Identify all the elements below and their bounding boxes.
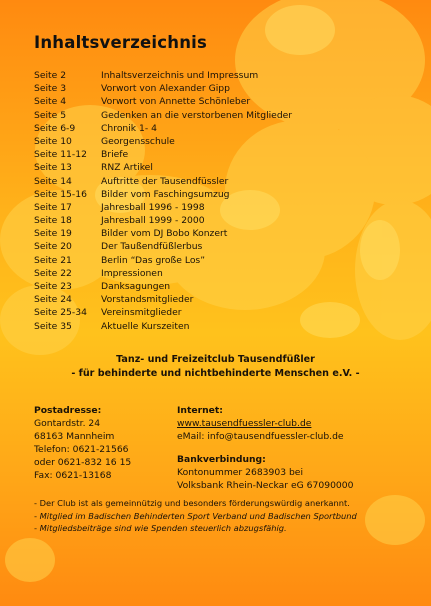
toc-row [34,267,394,280]
account-line: Kontonummer 2683903 bei [177,467,304,478]
toc-page-number: Seite 2 [34,70,67,81]
toc-entry-title: RNZ Artikel [101,162,153,174]
phone-line: Telefon: 0621-21566 [34,444,129,455]
toc-row [34,293,394,306]
toc-row [34,254,394,267]
toc-row [34,135,394,148]
toc-entry-title: Vorwort von Annette Schönleber [101,96,251,108]
toc-page-number: Seite 3 [34,83,67,95]
toc-entry-title: Berlin “Das große Los” [101,254,205,266]
bank-line: Volksbank Rhein-Neckar eG 67090000 [177,480,354,491]
toc-page-number: Seite 5 [34,109,67,121]
toc-entry-title: Aktuelle Kurszeiten [101,320,190,332]
toc-entry-title: Briefe [101,149,129,161]
postal-address-block [34,404,131,482]
toc-row [34,148,394,161]
toc-row [34,280,394,293]
toc-row [34,240,394,253]
toc-row [34,227,394,240]
note-tax-deductible: - Mitgliedsbeiträge sind wie Spenden steuerlich abzugsfähig. [34,523,287,534]
website-link[interactable]: www.tausendfuessler-club.de [177,418,312,429]
toc-row [34,320,394,333]
toc-row [34,201,394,214]
toc-page-number: Seite 14 [34,175,72,187]
toc-page-number: Seite 17 [34,201,72,213]
toc-page-number: Seite 23 [34,281,72,292]
toc-entry-title: Impressionen [101,267,163,279]
club-heading [0,353,431,381]
toc-row [34,109,394,122]
toc-page-number: Seite 10 [34,135,72,147]
toc-row [34,161,394,174]
note-membership: - Mitglied im Badischen Behinderten Sport Verband und Badischen Sportbund [34,510,357,521]
toc-row [34,175,394,188]
toc-row [34,188,394,201]
toc-row [34,82,394,95]
postal-address-label: Postadresse: [34,405,102,416]
spacer [177,443,353,453]
toc-row [34,69,394,82]
club-name: Tanz- und Freizeitclub Tausendfüßler [116,354,315,365]
club-subtitle: - für behinderte und nichtbehinderte Menschen e.V. - [71,368,360,379]
toc-page-number: Seite 18 [34,215,72,227]
toc-entry-title: Vereinsmitglieder [101,307,182,319]
toc-entry-title: Jahresball 1999 - 2000 [101,215,205,227]
toc-page-number: Seite 13 [34,162,72,174]
toc-entry-title: Inhaltsverzeichnis und Impressum [101,70,259,81]
city-line: 68163 Mannheim [34,431,115,442]
toc-page-number: Seite 21 [34,254,72,266]
toc-entry-title: Vorstandsmitglieder [101,294,194,306]
toc-entry-title: Gedenken an die verstorbenen Mitglieder [101,109,293,121]
toc-entry-title: Der Taußendfüßlerbus [101,241,203,253]
toc-entry-title: Danksagungen [101,281,171,292]
toc-page-number: Seite 35 [34,320,72,332]
bank-label: Bankverbindung: [177,454,266,465]
toc-page-number: Seite 15-16 [34,188,87,200]
club-notes [34,497,414,535]
toc-page-number: Seite 24 [34,294,72,306]
note-nonprofit: - Der Club ist als gemeinnützig und besonders förderungswürdig anerkannt. [34,498,350,508]
toc-page-number: Seite 11-12 [34,149,87,161]
fax-line: Fax: 0621-13168 [34,470,112,481]
toc-row [34,306,394,319]
contact-block [177,404,353,492]
street-line: Gontardstr. 24 [34,418,101,429]
toc-page-number: Seite 20 [34,241,72,253]
toc-entry-title: Chronik 1- 4 [101,122,157,134]
toc-entry-title: Vorwort von Alexander Gipp [101,83,230,95]
toc-page-number: Seite 22 [34,267,72,279]
email-line[interactable]: eMail: info@tausendfuessler-club.de [177,431,344,442]
toc-page-number: Seite 4 [34,96,67,108]
toc-page-number: Seite 25-34 [34,307,87,319]
internet-label: Internet: [177,405,223,416]
phone-alt-line: oder 0621-832 16 15 [34,457,132,468]
page-title: Inhaltsverzeichnis [34,33,208,52]
toc-entry-title: Bilder vom Faschingsumzug [101,188,230,200]
table-of-contents [34,69,394,333]
toc-entry-title: Bilder vom DJ Bobo Konzert [101,228,228,240]
toc-entry-title: Auftritte der Tausendfüssler [101,175,229,187]
toc-row [34,214,394,227]
toc-page-number: Seite 6-9 [34,122,76,134]
toc-row [34,95,394,108]
toc-entry-title: Jahresball 1996 - 1998 [101,201,205,213]
toc-page-number: Seite 19 [34,228,72,240]
toc-row [34,122,394,135]
toc-entry-title: Georgensschule [101,135,175,147]
